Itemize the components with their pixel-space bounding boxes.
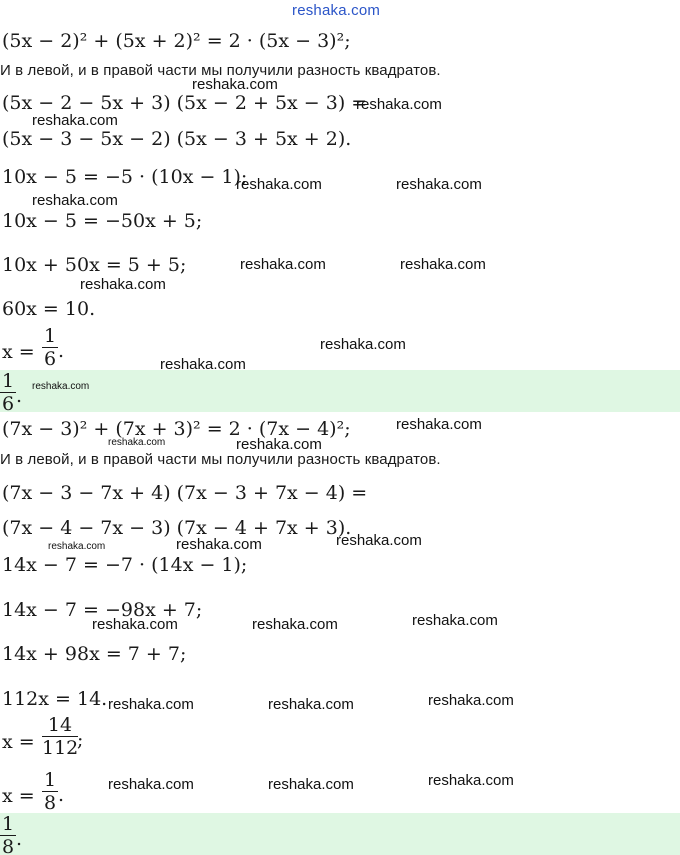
answer-a-numerator: 1 [1,370,15,392]
step-a-5: 10x + 50x = 5 + 5; [2,254,187,276]
watermark: reshaka.com [108,696,194,713]
note-a: И в левой, и в правой части мы получили разность квадратов. [0,62,441,79]
solution-b2-prefix: x = [2,785,35,807]
watermark: reshaka.com [240,256,326,273]
step-b-6: 112x = 14. [2,688,108,710]
step-b-3: 14x − 7 = −7 · (14x − 1); [2,554,248,576]
watermark: reshaka.com [108,437,166,448]
watermark: reshaka.com [32,192,118,209]
solution-a-fraction [42,326,58,369]
watermark: reshaka.com [336,532,422,549]
solution-b2-denominator: 8 [43,792,57,811]
watermark: reshaka.com [32,112,118,129]
solution-b1-suffix: ; [77,729,84,751]
watermark: reshaka.com [192,76,278,93]
note-b: И в левой, и в правой части мы получили разность квадратов. [0,451,441,468]
step-b-5: 14x + 98x = 7 + 7; [2,643,187,665]
solution-b1-numerator: 14 [47,715,73,736]
watermark: reshaka.com [428,772,514,789]
solution-b1-denominator: 112 [42,737,79,759]
step-a-4: 10x − 5 = −50x + 5; [2,210,203,232]
solution-a-prefix: x = [2,341,35,363]
watermark: reshaka.com [80,276,166,293]
solution-a-suffix: . [58,340,65,362]
solution-a-numerator: 1 [43,326,57,347]
watermark: reshaka.com [396,176,482,193]
answer-a-fraction [0,371,16,412]
watermark: reshaka.com [400,256,486,273]
answer-b-fraction [0,814,16,855]
watermark: reshaka.com [268,776,354,793]
step-b-4: 14x − 7 = −98x + 7; [2,599,203,621]
solution-a-denominator: 6 [43,348,57,369]
watermark: reshaka.com [412,612,498,629]
answer-highlight-a [0,370,680,412]
watermark: reshaka.com [108,776,194,793]
solution-b2-suffix: . [58,784,65,806]
watermark: reshaka.com [160,356,246,373]
equation-a-start: (5x − 2)² + (5x + 2)² = 2 · (5x − 3)²; [2,30,351,52]
watermark: reshaka.com [236,436,322,453]
answer-b-denominator: 8 [1,836,15,855]
step-a-6: 60x = 10. [2,298,96,320]
watermark-top: reshaka.com [292,2,381,19]
watermark: reshaka.com [396,416,482,433]
answer-a-suffix: . [16,385,23,407]
solution-b2-fraction [42,770,58,811]
watermark: reshaka.com [268,696,354,713]
equation-b-start: (7x − 3)² + (7x + 3)² = 2 · (7x − 4)²; [2,418,351,440]
watermark: reshaka.com [92,616,178,633]
solution-b2-numerator: 1 [43,770,57,791]
watermark: reshaka.com [252,616,338,633]
answer-b-numerator: 1 [1,813,15,835]
solution-b1-fraction [42,715,78,758]
step-a-1: (5x − 2 − 5x + 3) (5x − 2 + 5x − 3) = [2,92,368,114]
answer-a-denominator: 6 [1,393,15,412]
watermark: reshaka.com [356,96,442,113]
answer-b-suffix: . [16,828,23,850]
watermark: reshaka.com [320,336,406,353]
watermark: reshaka.com [32,381,90,392]
answer-highlight-b [0,813,680,855]
watermark: reshaka.com [428,692,514,709]
step-a-3: 10x − 5 = −5 · (10x − 1); [2,166,248,188]
step-b-2: (7x − 4 − 7x − 3) (7x − 4 + 7x + 3). [2,517,352,539]
step-a-2: (5x − 3 − 5x − 2) (5x − 3 + 5x + 2). [2,128,352,150]
watermark: reshaka.com [48,541,106,552]
watermark: reshaka.com [176,536,262,553]
solution-b1-prefix: x = [2,731,35,753]
watermark: reshaka.com [236,176,322,193]
step-b-1: (7x − 3 − 7x + 4) (7x − 3 + 7x − 4) = [2,482,368,504]
